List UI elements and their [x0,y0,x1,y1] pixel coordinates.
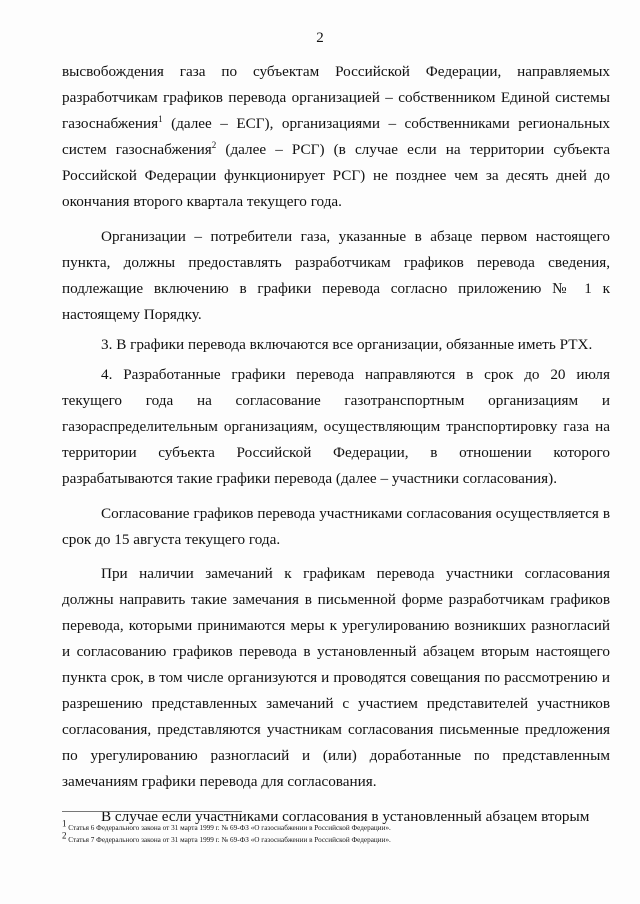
paragraph: При наличии замечаний к графикам перевода участники согласования должны направить такие замечания в письменной форме разработчикам графиков перевода, которыми принимаются меры к урегулированию возникших разногласий и согласованию графиков перевода в установленный абзацем вторым настоящего пункта срок, в том числе организуются и проводятся совещания по рассмотрению и разрешению представленных замечаний с участием представителей участников согласования, представляются участникам согласования письменные предложения по урегулированию разногласий и (или) доработанные по представленным замечаниям графики перевода для согласования. [62,564,610,791]
footnote-2 [62,830,610,846]
footnote-ref-1[interactable]: 1 [158,114,163,125]
footnote-mark: 2 [62,830,67,841]
footnote-text: Статья 6 Федерального закона от 31 марта 1999 г. № 69-ФЗ «О газоснабжении в Российской Федерации». [66,824,391,832]
paragraph-text: (далее – ЕСГ), организациями – собственниками региональных систем газоснабжения [62,115,610,159]
footnote-mark: 1 [62,818,67,829]
paragraph: 3. В графики перевода включаются все организации, обязанные иметь РТХ. [101,335,593,353]
footnote-divider [62,811,242,812]
footnote-ref-2[interactable]: 2 [211,140,217,151]
footnotes [62,818,610,846]
paragraph-text: (далее – РСГ) (в случае если на территории субъекта Российской Федерации функционирует РСГ) не позднее чем за десять дней до окончания второго квартала текущего года. [62,141,611,211]
footnote-text: Статья 7 Федерального закона от 31 марта 1999 г. № 69-ФЗ «О газоснабжении в Российской Федерации». [66,836,391,844]
page-number: 2 [316,30,324,46]
paragraph: Согласование графиков перевода участниками согласования осуществляется в срок до 15 августа текущего года. [62,504,610,548]
paragraph: В случае если участниками согласования в установленный абзацем вторым [101,807,590,825]
paragraph-continuation [62,59,610,216]
paragraph-text: высвобождения газа по субъектам Российской Федерации, направляемых разработчикам графиков перевода организацией – собственником Единой системы газоснабжения [62,63,610,133]
paragraph: 4. Разработанные графики перевода направляются в срок до 20 июля текущего года на согласование газотранспортным организациям и газораспределительным организациям, осуществляющим транспортировку газа на территории субъекта Российской Федерации, в отношении которого разрабатываются такие графики перевода (далее – участники согласования). [62,366,610,488]
document-body [62,59,610,834]
footnote-1 [62,818,610,834]
paragraph: Организации – потребители газа, указанные в абзаце первом настоящего пункта, должны предоставлять разработчикам графиков перевода сведения, подлежащие включению в графики перевода согласно приложению № 1 к настоящему Порядку. [62,227,610,323]
